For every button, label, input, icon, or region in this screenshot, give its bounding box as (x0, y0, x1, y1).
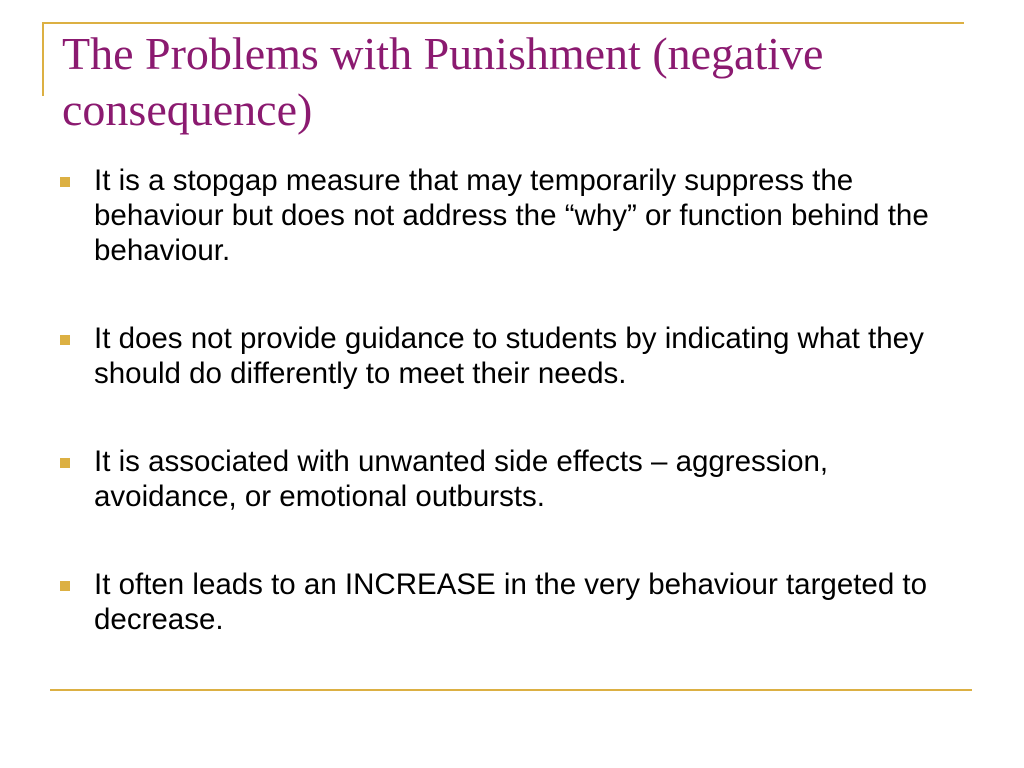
square-bullet-icon (60, 458, 70, 468)
bullet-item (56, 163, 966, 268)
square-bullet-icon (60, 335, 70, 345)
bullet-list (56, 163, 966, 637)
bullet-text: It does not provide guidance to students by indicating what they should do differently to meet their needs. (94, 322, 924, 390)
left-divider (42, 22, 44, 96)
bullet-item (56, 444, 966, 514)
square-bullet-icon (60, 177, 70, 187)
bullet-text: It is associated with unwanted side effects – aggression, avoidance, or emotional outbursts. (94, 445, 829, 513)
top-divider (44, 22, 964, 24)
bullet-text: It often leads to an INCREASE in the very behaviour targeted to decrease. (94, 568, 928, 636)
bullet-text: It is a stopgap measure that may temporarily suppress the behaviour but does not address the “why” or function behind the behaviour. (94, 164, 929, 267)
bullet-item (56, 567, 966, 637)
square-bullet-icon (60, 581, 70, 591)
slide-title: The Problems with Punishment (negative consequence) (62, 28, 824, 135)
bullet-item (56, 321, 966, 391)
bottom-divider (50, 689, 972, 691)
